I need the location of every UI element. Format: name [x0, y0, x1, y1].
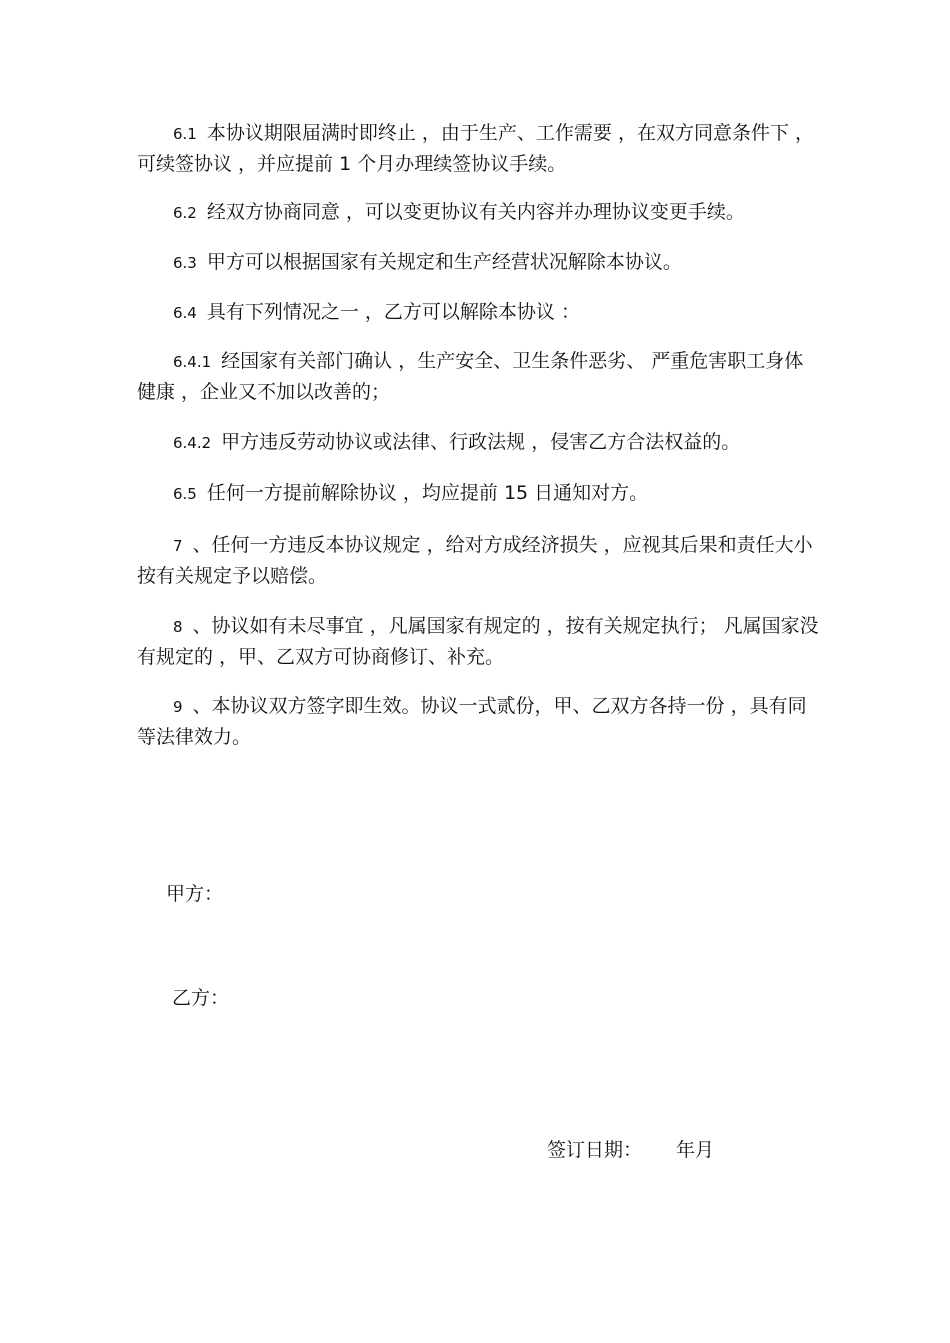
clause-6-3 — [137, 247, 827, 278]
clause-number: 6.5 — [173, 485, 197, 503]
clause-text: 具有下列情况之一 ，乙方可以解除本协议 ： — [206, 301, 580, 323]
clause-text: 甲方可以根据国家有关规定和生产经营状况解除本协议。 — [206, 251, 682, 273]
signing-date-value: 年月 — [676, 1139, 715, 1161]
clause-number: 6.2 — [173, 204, 197, 222]
party-b-label: 乙方： — [172, 987, 230, 1009]
clause-6-4-1 — [137, 346, 827, 407]
clause-number: 6.4.1 — [173, 353, 212, 371]
clause-number: 9 — [173, 698, 183, 716]
clause-number: 6.3 — [173, 254, 197, 272]
clause-number: 6.4 — [173, 304, 197, 322]
clause-6-1 — [137, 118, 827, 179]
clause-number: 6.4.2 — [173, 434, 212, 452]
clause-number: 6.1 — [173, 125, 197, 143]
signing-date-label: 签订日期： — [547, 1139, 643, 1161]
clause-9 — [137, 691, 827, 752]
clause-text: 本协议期限届满时即终止 ，由于生产、工作需要 ，在双方同意条件下 ，可续签协议 ，并应提前 1 个月办理续签协议手续。 — [137, 122, 814, 175]
clause-text: 经双方协商同意 ，可以变更协议有关内容并办理协议变更手续。 — [206, 201, 745, 223]
clause-6-4 — [137, 297, 827, 328]
clause-text: 、协议如有未尽事宜 ，凡属国家有规定的 ，按有关规定执行； 凡属国家没 有规定的 ，甲、乙双方可协商修订、补充。 — [137, 615, 819, 668]
clause-text: 、任何一方违反本协议规定 ，给对方成经济损失 ，应视其后果和责任大小 按有关规定予以赔偿。 — [137, 534, 813, 587]
clause-6-5 — [137, 478, 827, 509]
party-a-label: 甲方： — [166, 883, 224, 905]
clause-number: 7 — [173, 537, 183, 555]
clause-text: 经国家有关部门确认 ，生产安全、卫生条件恶劣、 严重危害职工身体 健康 ，企业又不加以改善的； — [137, 350, 804, 403]
clause-6-4-2 — [137, 427, 827, 458]
clause-text: 、本协议双方签字即生效。协议一式贰份，甲、乙双方各持一份 ，具有同 等法律效力。 — [137, 695, 807, 748]
clause-7 — [137, 530, 827, 591]
clause-6-2 — [137, 197, 827, 228]
clause-text: 任何一方提前解除协议 ，均应提前 15 日通知对方。 — [206, 482, 649, 504]
clause-text: 甲方违反劳动协议或法律、行政法规 ，侵害乙方合法权益的。 — [221, 431, 741, 453]
clause-8 — [137, 611, 827, 672]
clause-number: 8 — [173, 618, 183, 636]
